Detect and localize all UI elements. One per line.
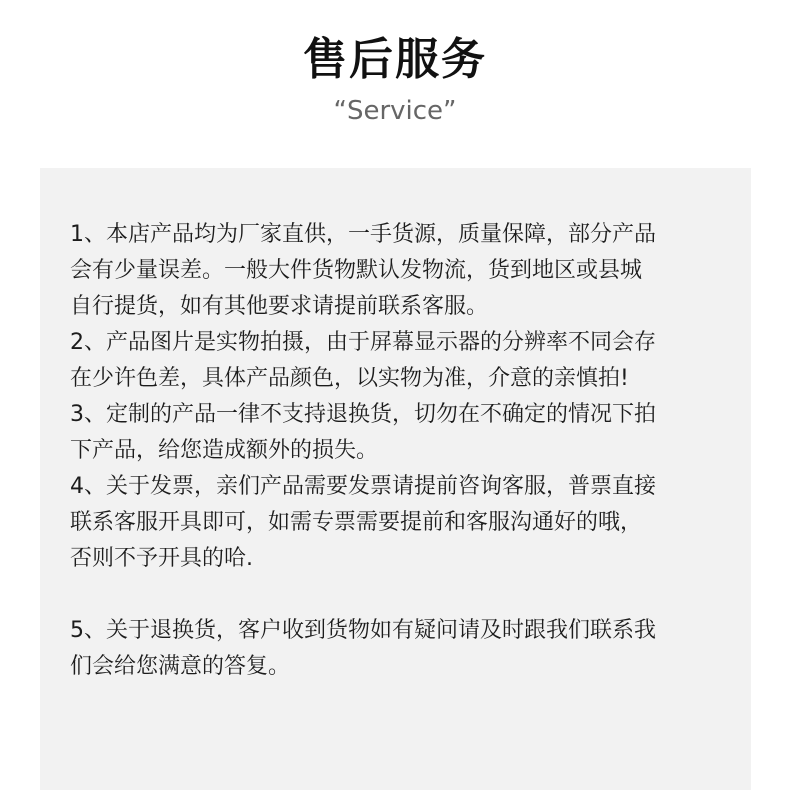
page-header (0, 30, 790, 128)
service-term-3: 3、定制的产品一律不支持退换货，切勿在不确定的情况下拍 下产品，给您造成额外的损失。 (70, 402, 656, 463)
page-title: 售后服务 (303, 34, 487, 85)
page-subtitle: “Service” (333, 96, 457, 126)
service-term-2: 2、产品图片是实物拍摄，由于屏幕显示器的分辨率不同会存 在少许色差，具体产品颜色，以实物为准，介意的亲慎拍! (70, 330, 656, 391)
service-term-4: 4、关于发票，亲们产品需要发票请提前咨询客服，普票直接 联系客服开具即可，如需专票需要提前和客服沟通好的哦， 否则不予开具的哈. (70, 474, 656, 571)
service-term-5: 5、关于退换货，客户收到货物如有疑问请及时跟我们联系我 们会给您满意的答复。 (70, 618, 656, 679)
service-term-1: 1、本店产品均为厂家直供，一手货源，质量保障，部分产品 会有少量误差。一般大件货物默认发物流，货到地区或县城 自行提货，如有其他要求请提前联系客服。 (70, 222, 656, 319)
service-terms-panel (40, 168, 751, 790)
